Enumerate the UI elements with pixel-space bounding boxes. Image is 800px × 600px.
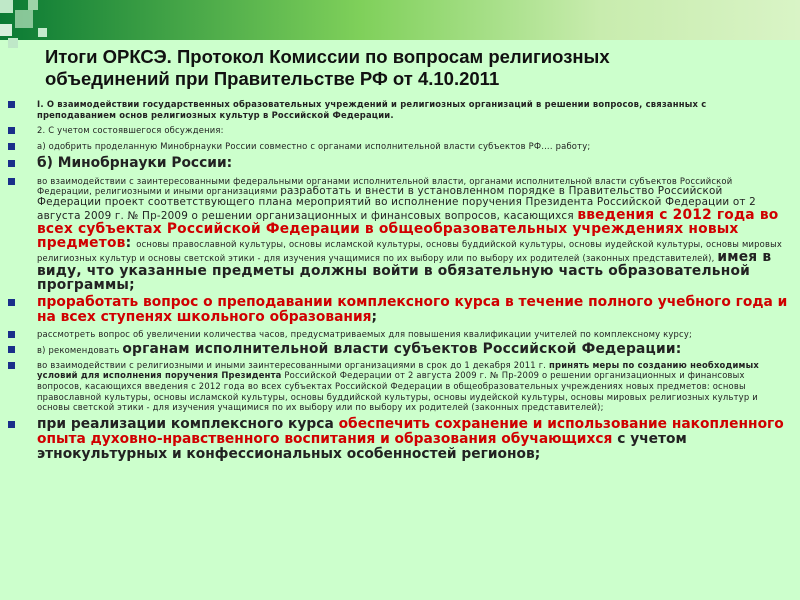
- slide-title: [45, 46, 745, 90]
- item-text: [37, 295, 788, 325]
- bullet-square-icon: [8, 178, 15, 185]
- bullet-square-icon: [8, 160, 15, 167]
- item-text-part: в) рекомендовать: [37, 345, 123, 356]
- bullet-square-icon: [8, 127, 15, 134]
- item-text: [37, 360, 788, 413]
- item-text-part: разработать и внести в установленном порядке в Правительство Российской Федерации проект соответствующего плана мероприятий во исполнение поручения Президента Российской Федерации от 2 августа 2009 г. № Пр-2009 о решении организационных и финансовых вопросов, касающихся: [37, 185, 756, 223]
- bullet-square-icon: [8, 362, 15, 369]
- item-text-part: во взаимодействии с религиозными и иными заинтересованными организациями в срок до 1 декабря 2011 г.: [37, 359, 550, 370]
- item-text-highlight: обеспечить сохранение и использование накопленного опыта духовно-нравственного воспитания и образования обучающихся: [37, 415, 784, 447]
- bullet-square-icon: [8, 421, 15, 428]
- item-text-part: Российской Федерации от 2 августа 2009 г. № Пр-2009 о решении организационных и финансовых вопросов, касающихся введения с 2012 года во всех субъектах Российской Федерации в общеобразовательных учреждениях новых предметов: основы православной культуры, основы исламской культуры, основы буддийской культуры, основы иудейской культуры, основы мировых религиозных культур и основы светской этики - для изучения учащимися по их выбору или по выбору их родителей (законных представителей);: [37, 370, 758, 413]
- decorative-square: [0, 0, 13, 13]
- item-text: 2. С учетом состоявшегося обсуждения:: [37, 125, 224, 136]
- decorative-square: [28, 0, 38, 10]
- item-text-part: с учетом этнокультурных и конфессиональных особенностей регионов;: [37, 430, 687, 463]
- item-text-emphasis: органам исполнительной власти субъектов Российской Федерации:: [122, 341, 682, 358]
- list-item: [0, 329, 800, 340]
- item-text-part: основы православной культуры, основы исламской культуры, основы буддийской культуры, основы иудейской культуры, основы мировых религиозных культур и основы светской этики - для изучения учащимися по их выбору или по выбору их родителей (законных представителей),: [37, 239, 783, 264]
- item-text: [37, 176, 788, 293]
- list-item: [0, 360, 800, 413]
- item-text: [37, 417, 788, 463]
- title-bar-decoration: [0, 0, 800, 40]
- item-text-highlight: проработать вопрос о преподавании комплексного курса в течение полного учебного года и на всех ступенях школьного образования: [37, 294, 788, 326]
- bullet-square-icon: [8, 331, 15, 338]
- bullet-square-icon: [8, 299, 15, 306]
- bullet-list: [0, 99, 800, 462]
- item-text: рассмотреть вопрос об увеличении количества часов, предусматриваемых для повышения квалификации учителей по комплексному курсу;: [37, 328, 693, 339]
- item-text: б) Минобрнауки России:: [37, 155, 233, 172]
- item-text: а) одобрить проделанную Минобрнауки России совместно с органами исполнительной власти субъектов РФ…. работу;: [37, 140, 591, 151]
- decorative-square: [15, 10, 33, 28]
- item-text-highlight: введения с 2012 года во всех субъектах Российской Федерации в общеобразовательных учреждениях новых предметов: [37, 207, 779, 252]
- item-text-part: :: [125, 235, 137, 252]
- list-item: [0, 417, 800, 463]
- bullet-square-icon: [8, 101, 15, 108]
- list-item: [0, 99, 800, 120]
- list-item: [0, 341, 800, 358]
- list-item: [0, 295, 800, 325]
- list-item: [0, 141, 800, 152]
- item-text-emphasis: имея в виду, что указанные предметы должны войти в обязательную часть образовательной программы;: [37, 249, 772, 294]
- list-item: [0, 156, 800, 171]
- list-item: [0, 125, 800, 136]
- list-item: [0, 176, 800, 293]
- bullet-square-icon: [8, 346, 15, 353]
- slide-title-line-1: Итоги ОРКСЭ. Протокол Комиссии по вопросам религиозных: [45, 46, 610, 67]
- item-text-part: ;: [371, 309, 378, 326]
- item-text: [37, 341, 788, 358]
- bullet-square-icon: [8, 143, 15, 150]
- slide-title-line-2: объединений при Правительстве РФ от 4.10.2011: [45, 68, 500, 89]
- decorative-square: [8, 38, 18, 48]
- item-text: I. О взаимодействии государственных образовательных учреждений и религиозных организаций в решении вопросов, связанных с преподаванием основ религиозных культур в Российской Федерации.: [37, 99, 707, 120]
- item-text-emphasis: принять меры по созданию необходимых условий для исполнения поручения Президента: [37, 359, 759, 381]
- decorative-square: [38, 28, 47, 37]
- item-text-part: во взаимодействии с заинтересованными федеральными органами исполнительной власти, органами исполнительной власти субъектов Российской Федерации, религиозными и иными организациями: [37, 175, 733, 197]
- item-text-part: при реализации комплексного курса: [37, 415, 339, 432]
- decorative-square: [0, 24, 12, 36]
